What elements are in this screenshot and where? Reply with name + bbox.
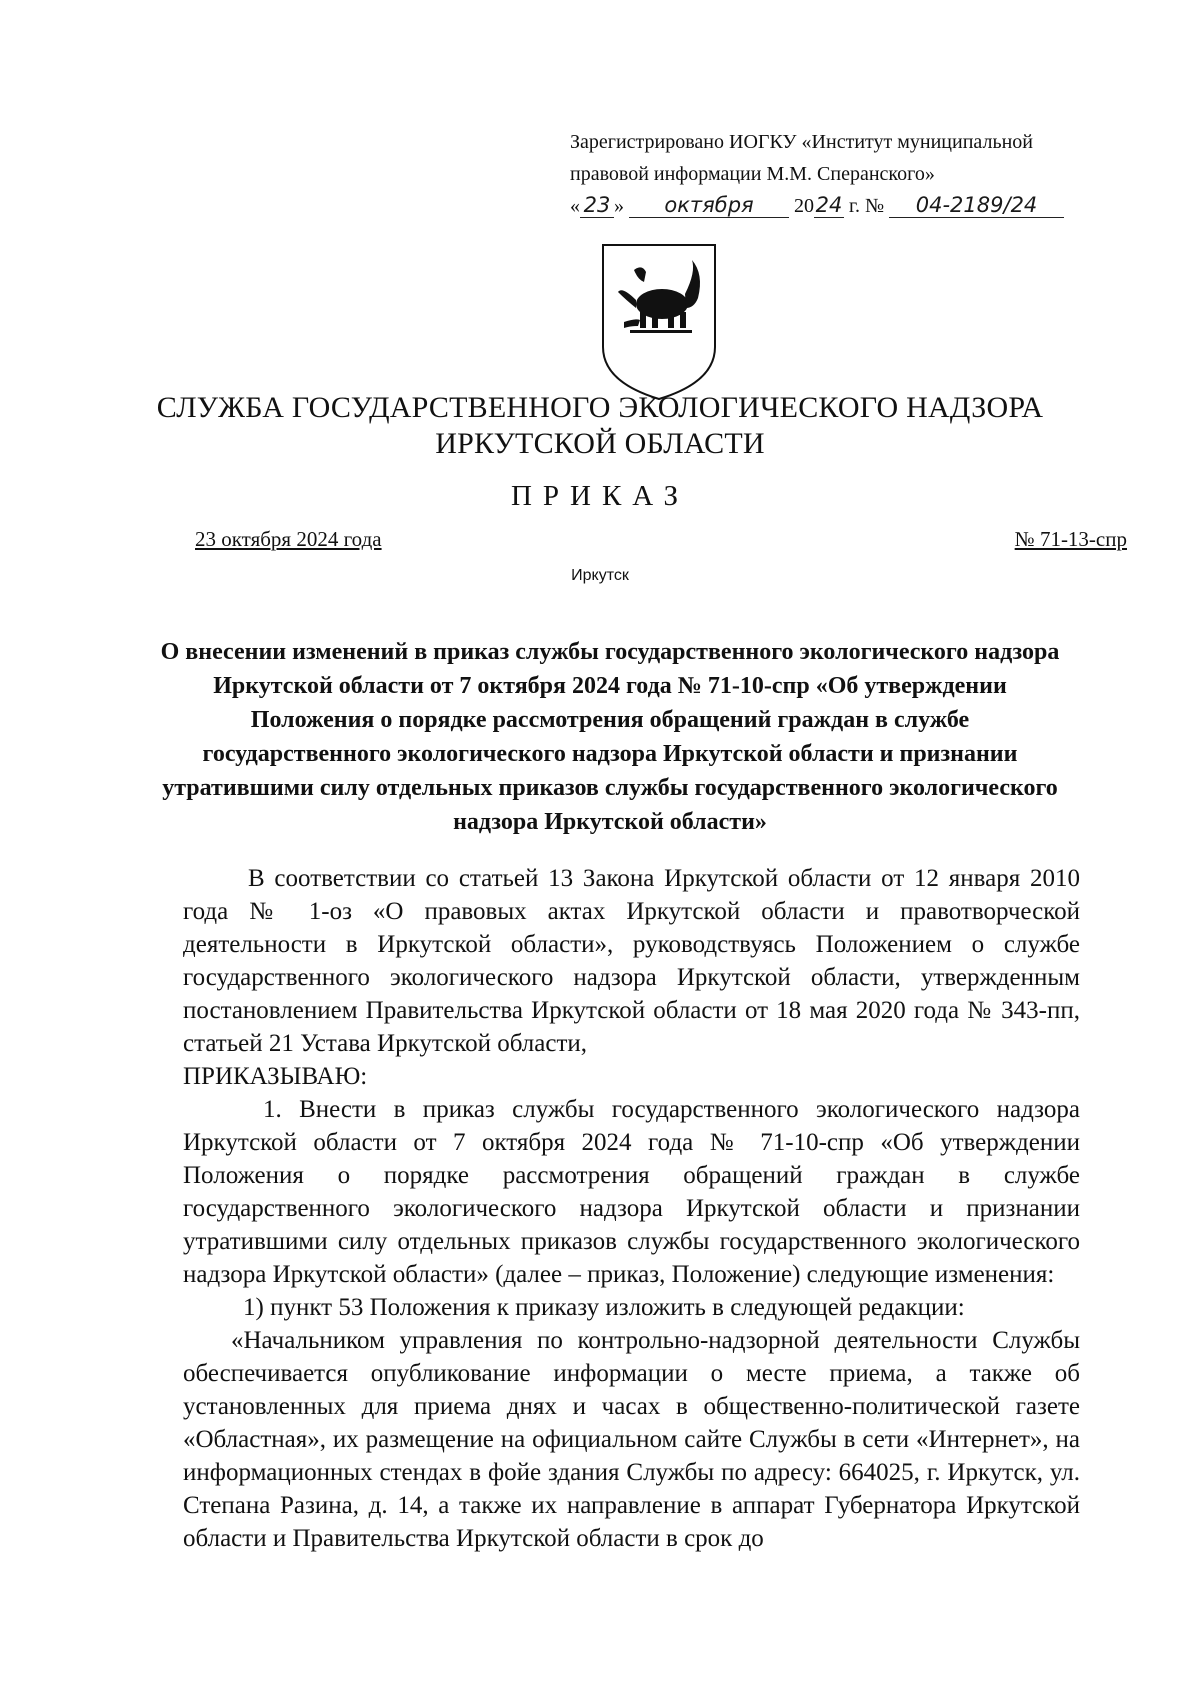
registration-line-2: правовой информации М.М. Сперанского» [570, 163, 935, 185]
organization-line-1: СЛУЖБА ГОСУДАРСТВЕННОГО ЭКОЛОГИЧЕСКОГО НАДЗОРА [156, 391, 1044, 424]
registration-year-suffix: 24 [815, 193, 843, 217]
document-body [183, 862, 1080, 1555]
document-number: № 71-13-спр [1014, 527, 1127, 551]
document-city: Иркутск [571, 567, 629, 584]
registration-year-tail: г. № [844, 195, 885, 217]
registration-line-1: Зарегистрировано ИОГКУ «Институт муниципальной [570, 131, 1033, 153]
registration-day: 23 [580, 193, 614, 218]
document-heading: О внесении изменений в приказ службы государственного экологического надзора Иркутской области от 7 октября 2024 года № 71-10-спр «Об утверждении Положения о порядке рассмотрения обращений граждан в службе государственного экологического надзора Иркутской области и признании утратившими силу отдельных приказов службы государственного экологического надзора Иркутской области» [160, 639, 1060, 835]
registration-year-prefix: 20 [794, 195, 814, 217]
body-paragraph-subitem-1: 1) пункт 53 Положения к приказу изложить в следующей редакции: [243, 1294, 965, 1321]
body-paragraph-1: В соответствии со статьей 13 Закона Иркутской области от 12 января 2010 года № 1-оз «О правовых актах Иркутской области и правотворческой деятельности в Иркутской области», руководствуясь Положением о службе государственного экологического надзора Иркутской области, утвержденным постановлением Правительства Иркутской области от 18 мая 2020 года № 343-пп, статьей 21 Устава Иркутской области, [183, 865, 1080, 1057]
organization-name [0, 390, 1200, 462]
body-paragraph-item-1: 1. Внести в приказ службы государственного экологического надзора Иркутской области от 7 октября 2024 года № 71-10-спр «Об утверждении Положения о порядке рассмотрения обращений граждан в службе государственного экологического надзора Иркутской области и признании утратившими силу отдельных приказов службы государственного экологического надзора Иркутской области» (далее – приказ, Положение) следующие изменения: [183, 1096, 1080, 1288]
irkutsk-coat-of-arms-icon [600, 242, 718, 402]
registration-number: 04-2189/24 [889, 193, 1064, 218]
body-order-word: ПРИКАЗЫВАЮ: [183, 1063, 368, 1090]
quote-close: » [614, 195, 624, 217]
document-title: ПРИКАЗ [510, 480, 690, 512]
organization-line-2: ИРКУТСКОЙ ОБЛАСТИ [435, 427, 765, 460]
registration-stamp [570, 126, 1140, 222]
quote-open: « [570, 195, 580, 217]
registration-line-3 [570, 190, 1140, 222]
document-date: 23 октября 2024 года [195, 527, 382, 551]
body-paragraph-quoted: «Начальником управления по контрольно-надзорной деятельности Службы обеспечивается опубликование информации о месте приема, а также об установленных для приема днях и часах в общественно-политической газете «Областная», их размещение на официальном сайте Службы в сети «Интернет», на информационных стендах в фойе здания Службы по адресу: 664025, г. Иркутск, ул. Степана Разина, д. 14, а также их направление в аппарат Губернатора Иркутской области и Правительства Иркутской области в срок до [183, 1327, 1080, 1552]
registration-month: октября [629, 193, 789, 218]
